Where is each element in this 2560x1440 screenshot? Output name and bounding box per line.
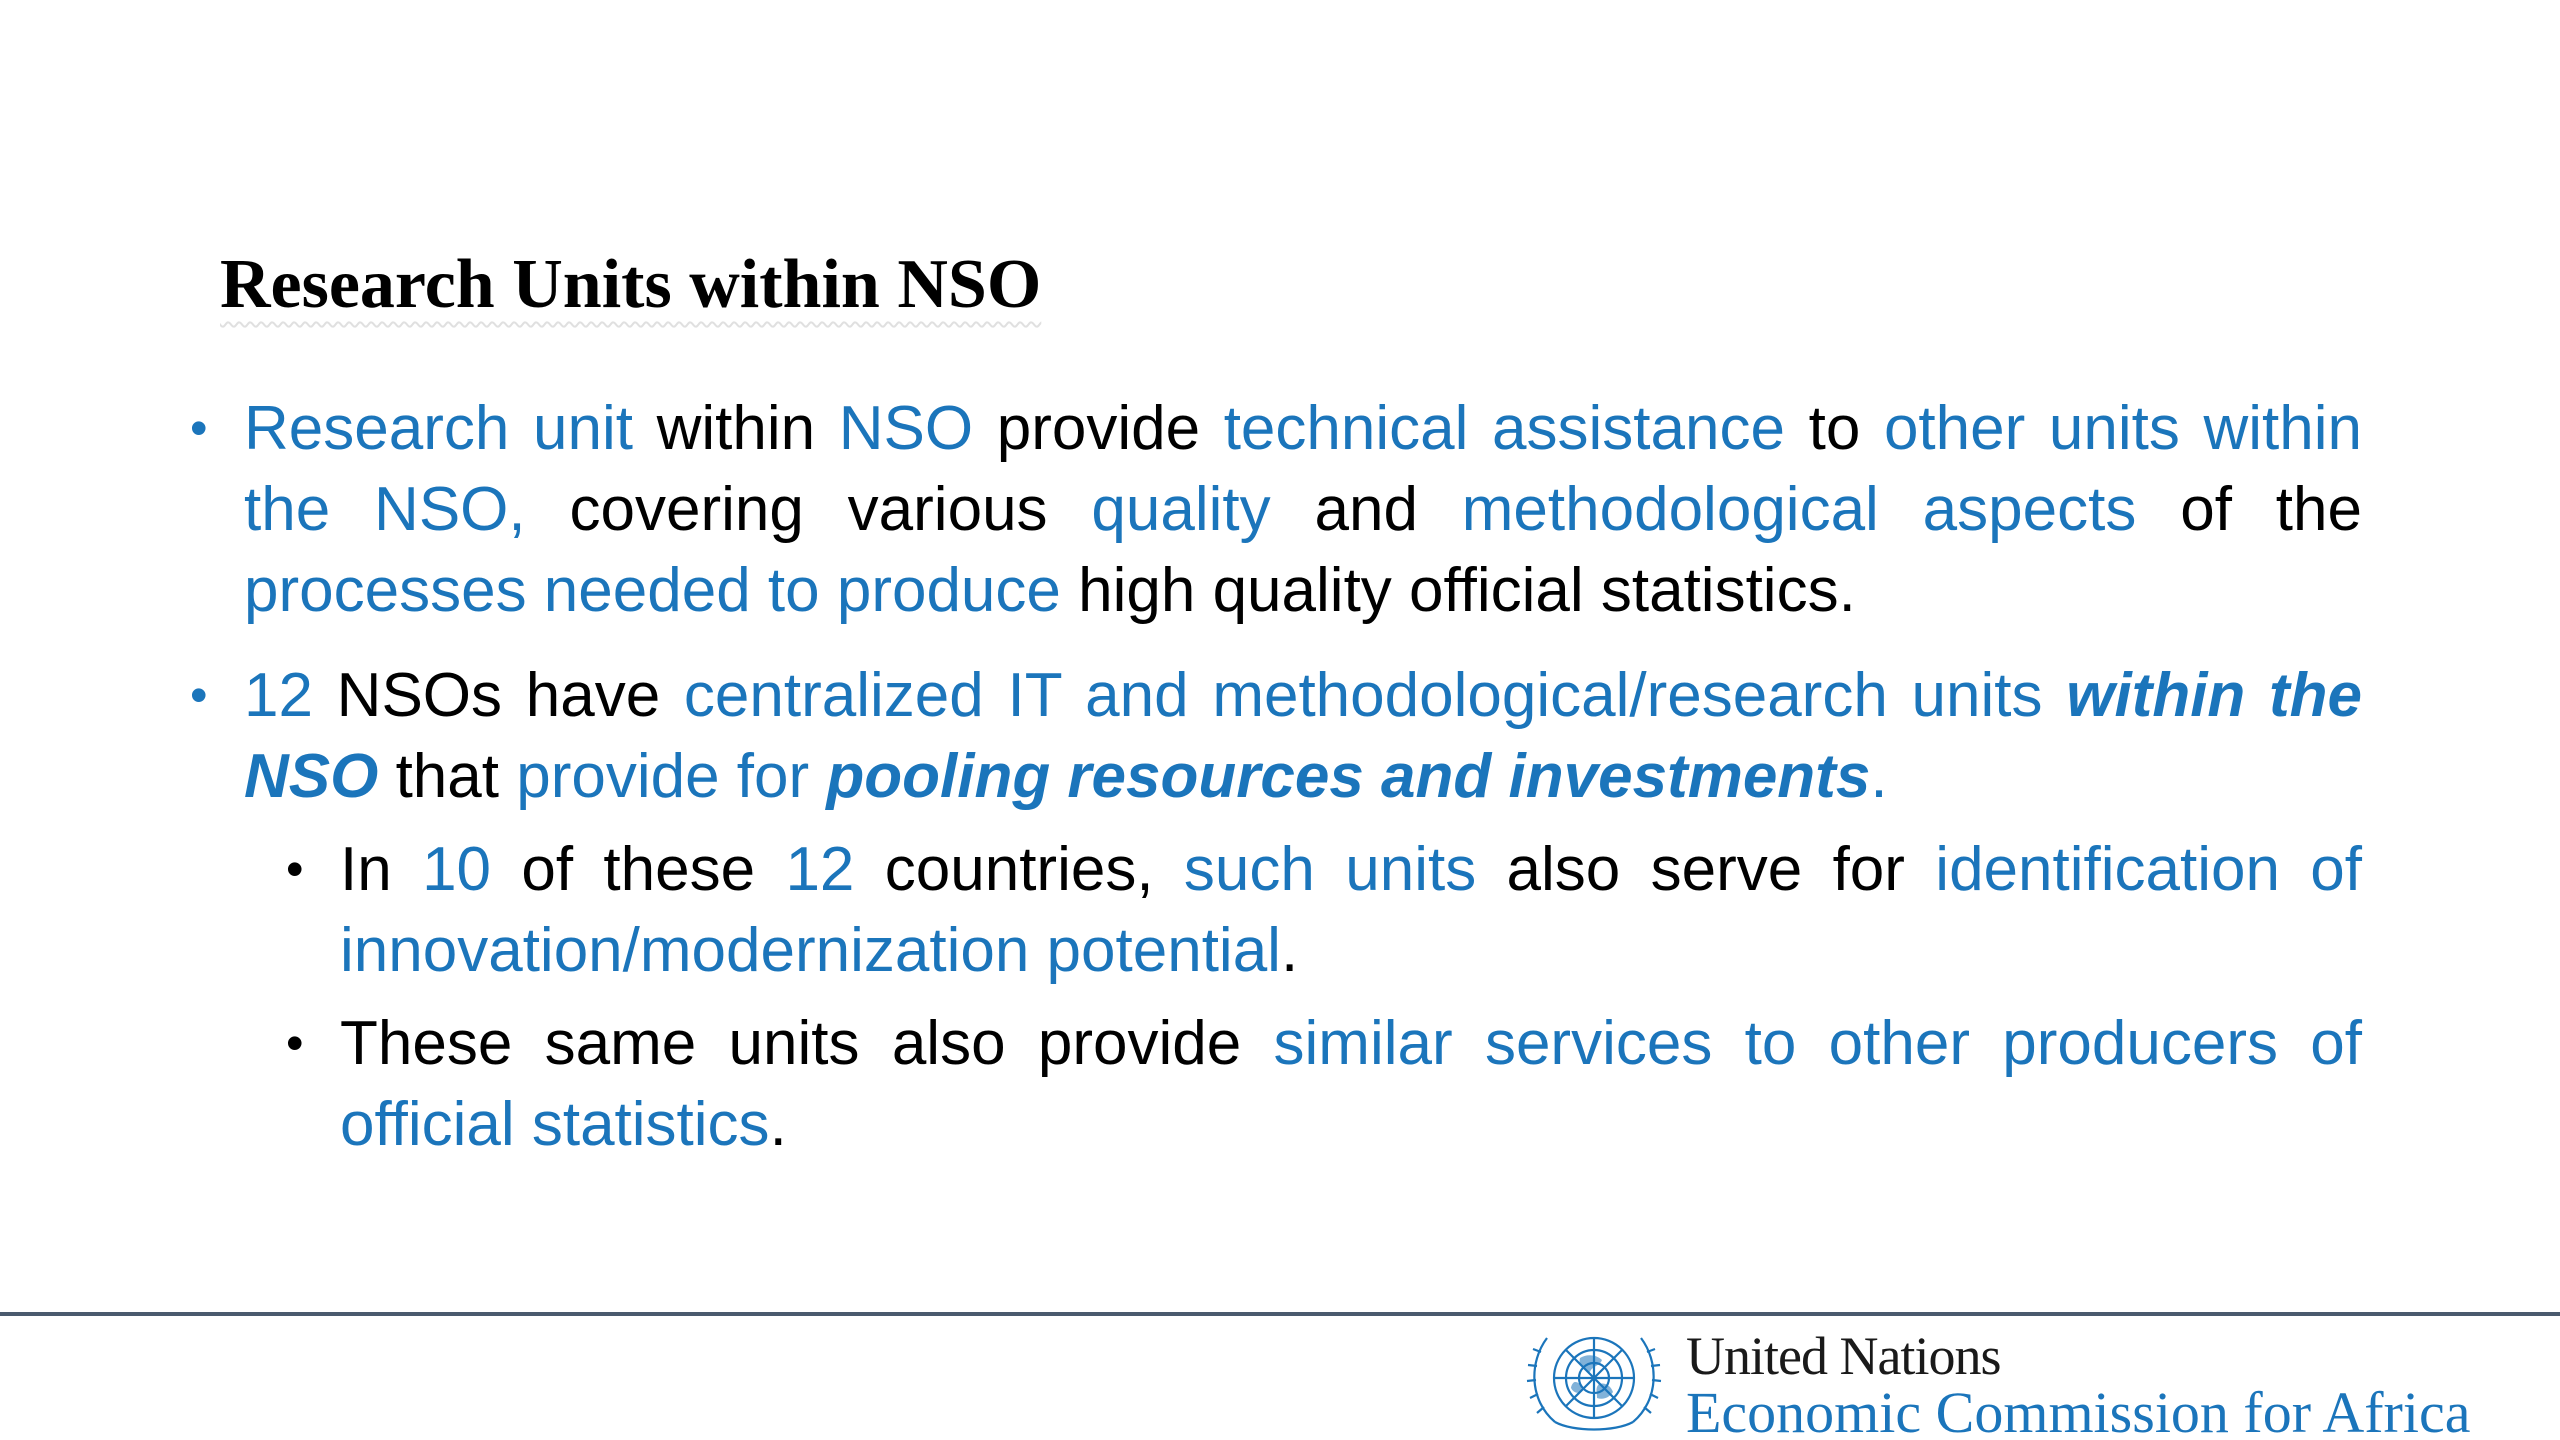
sub-bullet-item <box>286 1003 2362 1165</box>
footer-divider <box>0 1312 2560 1316</box>
text-segment: methodological aspects <box>1461 475 2137 544</box>
text-segment: and <box>1270 475 1462 544</box>
text-segment: processes needed to produce <box>244 556 1061 625</box>
text-segment: quality <box>1091 475 1271 544</box>
text-segment: These same units also provide <box>340 1009 1274 1078</box>
text-segment: that <box>378 742 517 811</box>
org-subtitle: Economic Commission for Africa <box>1686 1380 2471 1440</box>
text-segment: NSO <box>838 394 974 463</box>
text-segment: . <box>1870 742 1888 811</box>
un-eca-logo-text <box>1686 1328 2470 1440</box>
text-segment: within the NSO <box>244 661 2363 811</box>
bullet-item <box>190 655 2362 817</box>
text-segment: Research unit <box>244 394 633 463</box>
bullet-item <box>190 388 2362 631</box>
text-segment: high quality official statistics. <box>1060 556 1856 625</box>
text-segment: 10 <box>422 835 492 904</box>
text-segment: In <box>340 835 423 904</box>
text-segment: provide <box>973 394 1224 463</box>
text-segment: technical assistance <box>1223 394 1785 463</box>
text-segment: within <box>632 394 839 463</box>
text-segment: NSOs have <box>312 661 684 730</box>
un-emblem-icon <box>1525 1322 1663 1438</box>
text-segment <box>2043 661 2067 730</box>
text-segment: 12 <box>244 661 313 730</box>
bullet-marker: • <box>190 400 208 456</box>
text-segment: pooling resources and investments <box>826 742 1871 811</box>
text-segment: centralized IT and methodological/research units <box>683 661 2043 730</box>
bullet-marker: • <box>286 1015 304 1071</box>
slide-title: Research Units within NSO <box>220 246 1042 323</box>
text-segment: . <box>1280 916 1299 985</box>
text-segment: provide for <box>516 742 827 811</box>
bullet-marker: • <box>190 667 208 723</box>
text-segment: also serve for <box>1476 835 1936 904</box>
sub-bullet-item <box>286 829 2362 991</box>
slide-body <box>190 388 2362 1165</box>
org-name: United Nations <box>1686 1326 2001 1386</box>
text-segment: of these <box>491 835 786 904</box>
text-segment: to <box>1784 394 1884 463</box>
text-segment: 12 <box>785 835 855 904</box>
text-segment: identification of innovation/modernization potential <box>340 835 2363 985</box>
text-segment: . <box>769 1090 787 1159</box>
text-segment: countries, <box>854 835 1184 904</box>
bullet-marker: • <box>286 841 304 897</box>
text-segment: similar services to other producers of official statistics <box>340 1009 2362 1159</box>
text-segment: other units within the NSO, <box>244 394 2362 544</box>
text-segment: such units <box>1183 835 1477 904</box>
text-segment: of the <box>2136 475 2362 544</box>
text-segment: covering various <box>525 475 1092 544</box>
